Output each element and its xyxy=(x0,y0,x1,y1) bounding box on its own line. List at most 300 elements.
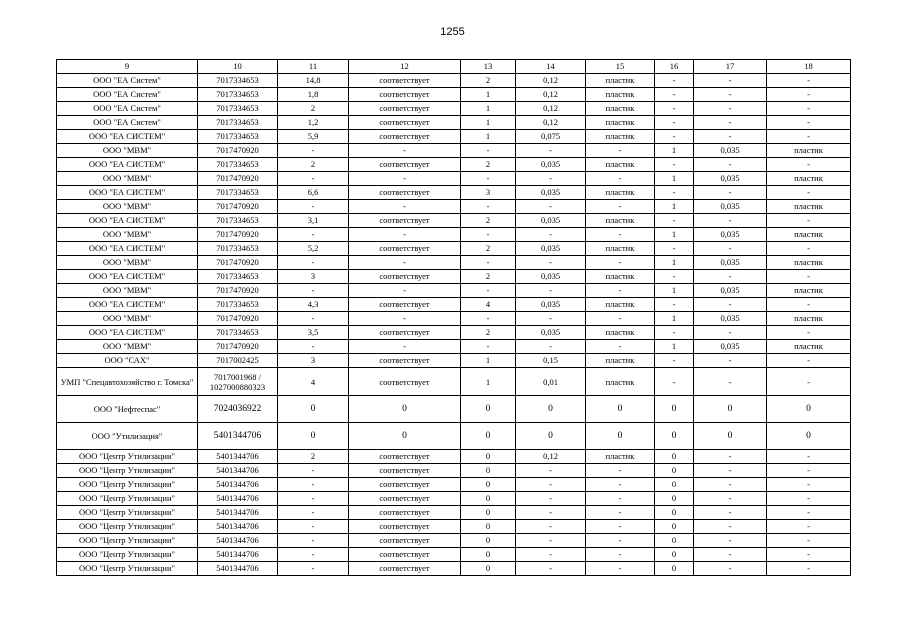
table-cell: 7017470920 xyxy=(198,284,278,298)
table-row xyxy=(57,450,851,464)
table-cell: - xyxy=(767,368,851,396)
table-row xyxy=(57,368,851,396)
table-cell: - xyxy=(461,340,516,354)
column-header-12: 12 xyxy=(349,60,461,74)
table-cell: 1,8 xyxy=(278,88,349,102)
table-cell: 1 xyxy=(655,200,694,214)
column-header-17: 17 xyxy=(694,60,767,74)
table-cell: 3 xyxy=(278,270,349,284)
table-cell: 5401344706 xyxy=(198,562,278,576)
table-cell: - xyxy=(767,520,851,534)
org-name-cell: ООО "МВМ" xyxy=(57,340,198,354)
org-name-cell: ООО "МВМ" xyxy=(57,200,198,214)
table-cell: - xyxy=(694,534,767,548)
table-cell: - xyxy=(694,116,767,130)
table-cell: - xyxy=(694,88,767,102)
table-cell: пластик xyxy=(586,326,655,340)
table-cell: - xyxy=(278,520,349,534)
table-cell: 7017334653 xyxy=(198,186,278,200)
table-cell: - xyxy=(767,130,851,144)
table-cell: 0 xyxy=(461,478,516,492)
table-cell: 0,035 xyxy=(516,326,586,340)
table-cell: пластик xyxy=(586,214,655,228)
table-cell: 0,12 xyxy=(516,116,586,130)
table-row xyxy=(57,506,851,520)
table-cell: - xyxy=(461,172,516,186)
table-cell: - xyxy=(586,312,655,326)
table-cell: пластик xyxy=(586,242,655,256)
org-name-cell: ООО "Нефтеспас" xyxy=(57,396,198,423)
table-cell: - xyxy=(278,506,349,520)
table-row xyxy=(57,74,851,88)
table-cell: - xyxy=(278,548,349,562)
table-cell: - xyxy=(767,102,851,116)
table-cell: пластик xyxy=(586,298,655,312)
table-cell: 0 xyxy=(461,450,516,464)
table-cell: - xyxy=(278,228,349,242)
table-cell: - xyxy=(694,506,767,520)
table-cell: соответствует xyxy=(349,464,461,478)
org-name-cell: УМП "Спецавтохозяйство г. Томска" xyxy=(57,368,198,396)
table-cell: - xyxy=(278,172,349,186)
table-cell: соответствует xyxy=(349,186,461,200)
table-cell: - xyxy=(694,102,767,116)
table-cell: - xyxy=(586,562,655,576)
table-cell: - xyxy=(694,270,767,284)
table-cell: 0 xyxy=(655,464,694,478)
table-cell: - xyxy=(694,520,767,534)
table-cell: 7017334653 xyxy=(198,116,278,130)
table-cell: - xyxy=(767,506,851,520)
table-cell: - xyxy=(767,478,851,492)
table-cell: 0 xyxy=(461,562,516,576)
table-cell: 5401344706 xyxy=(198,464,278,478)
table-cell: 0,035 xyxy=(694,256,767,270)
table-cell: 5401344706 xyxy=(198,450,278,464)
table-cell: - xyxy=(694,368,767,396)
table-cell: 0,12 xyxy=(516,88,586,102)
table-cell: 0,035 xyxy=(694,144,767,158)
table-cell: - xyxy=(586,506,655,520)
table-cell: соответствует xyxy=(349,548,461,562)
table-cell: - xyxy=(767,116,851,130)
table-cell: - xyxy=(586,340,655,354)
table-cell: - xyxy=(278,256,349,270)
column-header-9: 9 xyxy=(57,60,198,74)
table-cell: 1 xyxy=(461,116,516,130)
table-cell: 0 xyxy=(278,396,349,423)
table-cell: 0,035 xyxy=(694,312,767,326)
org-name-cell: ООО "ЕА СИСТЕМ" xyxy=(57,298,198,312)
table-cell: - xyxy=(516,284,586,298)
table-cell: 5401344706 xyxy=(198,534,278,548)
table-row xyxy=(57,534,851,548)
table-row xyxy=(57,214,851,228)
table-cell: - xyxy=(767,242,851,256)
table-cell: 7024036922 xyxy=(198,396,278,423)
table-cell: 1,2 xyxy=(278,116,349,130)
header-row xyxy=(57,60,851,74)
table-cell: - xyxy=(694,450,767,464)
org-name-cell: ООО "Центр Утилизации" xyxy=(57,534,198,548)
table-cell: - xyxy=(655,242,694,256)
table-cell: 5,2 xyxy=(278,242,349,256)
table-cell: пластик xyxy=(586,368,655,396)
org-name-cell: ООО "ЕА СИСТЕМ" xyxy=(57,186,198,200)
org-name-cell: ООО "ЕА СИСТЕМ" xyxy=(57,326,198,340)
table-cell: 0 xyxy=(655,520,694,534)
table-cell: 0 xyxy=(655,506,694,520)
table-cell: соответствует xyxy=(349,450,461,464)
table-cell: - xyxy=(655,102,694,116)
table-cell: - xyxy=(349,256,461,270)
table-cell: 0 xyxy=(516,423,586,450)
table-cell: - xyxy=(586,548,655,562)
table-cell: 0,12 xyxy=(516,450,586,464)
table-cell: - xyxy=(767,450,851,464)
table-cell: - xyxy=(516,172,586,186)
table-cell: 0 xyxy=(694,396,767,423)
table-cell: 14,8 xyxy=(278,74,349,88)
table-cell: - xyxy=(278,340,349,354)
table-cell: - xyxy=(767,492,851,506)
table-row xyxy=(57,102,851,116)
table-cell: 0,075 xyxy=(516,130,586,144)
table-cell: - xyxy=(694,242,767,256)
table-cell: 1 xyxy=(461,130,516,144)
table-row xyxy=(57,284,851,298)
table-row xyxy=(57,130,851,144)
table-cell: - xyxy=(586,256,655,270)
table-cell: пластик xyxy=(767,200,851,214)
table-cell: 3,5 xyxy=(278,326,349,340)
table-cell: - xyxy=(767,270,851,284)
table-cell: - xyxy=(694,186,767,200)
table-cell: 0,12 xyxy=(516,102,586,116)
table-cell: - xyxy=(655,368,694,396)
table-cell: - xyxy=(278,478,349,492)
org-name-cell: ООО "ЕА СИСТЕМ" xyxy=(57,242,198,256)
table-cell: соответствует xyxy=(349,354,461,368)
table-cell: - xyxy=(767,74,851,88)
table-cell: - xyxy=(655,214,694,228)
table-cell: - xyxy=(586,520,655,534)
table-cell: соответствует xyxy=(349,88,461,102)
table-cell: 7017002425 xyxy=(198,354,278,368)
table-cell: соответствует xyxy=(349,492,461,506)
table-row xyxy=(57,298,851,312)
table-cell: - xyxy=(516,478,586,492)
data-table xyxy=(56,59,851,576)
table-cell: пластик xyxy=(586,450,655,464)
table-cell: - xyxy=(516,312,586,326)
table-cell: - xyxy=(516,506,586,520)
table-cell: 1 xyxy=(461,88,516,102)
table-cell: пластик xyxy=(586,354,655,368)
table-cell: 1 xyxy=(461,102,516,116)
org-name-cell: ООО "ЕА СИСТЕМ" xyxy=(57,158,198,172)
table-cell: пластик xyxy=(767,144,851,158)
table-cell: - xyxy=(461,312,516,326)
table-cell: - xyxy=(767,562,851,576)
table-cell: 2 xyxy=(278,102,349,116)
table-cell: 0,035 xyxy=(694,340,767,354)
table-cell: - xyxy=(349,312,461,326)
table-cell: 1 xyxy=(655,172,694,186)
table-cell: пластик xyxy=(767,312,851,326)
table-cell: пластик xyxy=(767,256,851,270)
table-row xyxy=(57,520,851,534)
table-cell: - xyxy=(655,74,694,88)
table-cell: - xyxy=(655,116,694,130)
org-name-cell: ООО "Центр Утилизации" xyxy=(57,506,198,520)
table-cell: 0 xyxy=(655,423,694,450)
table-cell: - xyxy=(694,214,767,228)
table-cell: - xyxy=(586,228,655,242)
table-cell: пластик xyxy=(586,88,655,102)
table-cell: 7017334653 xyxy=(198,130,278,144)
table-cell: 1 xyxy=(461,354,516,368)
table-cell: пластик xyxy=(767,228,851,242)
table-cell: 0 xyxy=(461,506,516,520)
table-cell: 7017334653 xyxy=(198,88,278,102)
table-cell: - xyxy=(516,548,586,562)
table-cell: соответствует xyxy=(349,298,461,312)
table-cell: пластик xyxy=(586,130,655,144)
table-cell: 2 xyxy=(461,214,516,228)
table-cell: соответствует xyxy=(349,520,461,534)
table-row xyxy=(57,464,851,478)
table-cell: 2 xyxy=(461,326,516,340)
org-name-cell: ООО "Центр Утилизации" xyxy=(57,520,198,534)
table-cell: - xyxy=(586,284,655,298)
table-cell: - xyxy=(586,464,655,478)
table-row xyxy=(57,256,851,270)
column-header-14: 14 xyxy=(516,60,586,74)
table-cell: 0 xyxy=(694,423,767,450)
table-cell: 0 xyxy=(461,548,516,562)
org-name-cell: ООО "ЕА Систем" xyxy=(57,116,198,130)
table-cell: пластик xyxy=(586,102,655,116)
table-cell: - xyxy=(586,478,655,492)
table-cell: - xyxy=(516,200,586,214)
table-cell: 0,035 xyxy=(516,186,586,200)
org-name-cell: ООО "МВМ" xyxy=(57,284,198,298)
table-cell: 1 xyxy=(655,144,694,158)
table-cell: 5401344706 xyxy=(198,506,278,520)
table-cell: - xyxy=(278,284,349,298)
table-cell: 0 xyxy=(655,396,694,423)
table-cell: - xyxy=(655,88,694,102)
org-name-cell: ООО "ЕА Систем" xyxy=(57,88,198,102)
org-name-cell: ООО "МВМ" xyxy=(57,256,198,270)
table-cell: 7017334653 xyxy=(198,214,278,228)
table-cell: - xyxy=(694,464,767,478)
table-cell: соответствует xyxy=(349,102,461,116)
table-row xyxy=(57,562,851,576)
table-cell: 0 xyxy=(655,562,694,576)
table-cell: - xyxy=(767,534,851,548)
table-cell: пластик xyxy=(586,116,655,130)
table-cell: - xyxy=(694,74,767,88)
table-cell: - xyxy=(655,270,694,284)
table-cell: - xyxy=(516,534,586,548)
table-cell: - xyxy=(655,130,694,144)
table-cell: 1 xyxy=(655,340,694,354)
table-cell: соответствует xyxy=(349,158,461,172)
table-cell: 0,035 xyxy=(516,298,586,312)
table-cell: - xyxy=(767,354,851,368)
table-cell: - xyxy=(586,492,655,506)
table-cell: пластик xyxy=(767,340,851,354)
org-name-cell: ООО "Центр Утилизации" xyxy=(57,450,198,464)
table-cell: 2 xyxy=(278,158,349,172)
table-cell: - xyxy=(516,228,586,242)
table-cell: 1 xyxy=(655,312,694,326)
table-cell: 0 xyxy=(655,450,694,464)
table-cell: 0 xyxy=(655,534,694,548)
table-cell: соответствует xyxy=(349,368,461,396)
table-cell: соответствует xyxy=(349,116,461,130)
table-cell: 3 xyxy=(461,186,516,200)
org-name-cell: ООО "Центр Утилизации" xyxy=(57,548,198,562)
table-cell: - xyxy=(655,186,694,200)
table-cell: - xyxy=(278,200,349,214)
table-cell: - xyxy=(516,340,586,354)
table-cell: пластик xyxy=(586,270,655,284)
table-cell: - xyxy=(694,478,767,492)
table-cell: 0 xyxy=(278,423,349,450)
table-cell: 7017334653 xyxy=(198,298,278,312)
table-header xyxy=(57,60,851,74)
table-cell: 2 xyxy=(278,450,349,464)
table-cell: - xyxy=(694,548,767,562)
table-cell: 0,15 xyxy=(516,354,586,368)
table-cell: 7017334653 xyxy=(198,158,278,172)
table-cell: 3 xyxy=(278,354,349,368)
table-row xyxy=(57,186,851,200)
table-cell: - xyxy=(767,326,851,340)
table-cell: - xyxy=(767,548,851,562)
org-name-cell: ООО "ЕА СИСТЕМ" xyxy=(57,130,198,144)
table-cell: 0,01 xyxy=(516,368,586,396)
table-cell: - xyxy=(694,562,767,576)
org-name-cell: ООО "ЕА СИСТЕМ" xyxy=(57,214,198,228)
table-cell: 0 xyxy=(767,396,851,423)
table-cell: соответствует xyxy=(349,270,461,284)
org-name-cell: ООО "МВМ" xyxy=(57,312,198,326)
table-cell: - xyxy=(349,340,461,354)
table-row xyxy=(57,116,851,130)
column-header-10: 10 xyxy=(198,60,278,74)
org-name-cell: ООО "ЕА СИСТЕМ" xyxy=(57,270,198,284)
table-cell: 0 xyxy=(349,423,461,450)
table-cell: 2 xyxy=(461,158,516,172)
table-cell: - xyxy=(694,326,767,340)
table-row xyxy=(57,396,851,423)
table-row xyxy=(57,144,851,158)
table-cell: - xyxy=(586,200,655,214)
table-cell: - xyxy=(278,562,349,576)
table-row xyxy=(57,270,851,284)
table-cell: соответствует xyxy=(349,506,461,520)
table-cell: 0 xyxy=(655,478,694,492)
table-row xyxy=(57,478,851,492)
table-cell: 7017334653 xyxy=(198,270,278,284)
table-cell: 0 xyxy=(586,423,655,450)
table-row xyxy=(57,172,851,186)
table-cell: 3,1 xyxy=(278,214,349,228)
table-cell: 5401344706 xyxy=(198,478,278,492)
table-cell: 0,035 xyxy=(694,228,767,242)
org-name-cell: ООО "Центр Утилизации" xyxy=(57,492,198,506)
table-cell: соответствует xyxy=(349,242,461,256)
table-cell: - xyxy=(516,492,586,506)
table-cell: 0 xyxy=(461,464,516,478)
table-cell: - xyxy=(461,228,516,242)
table-cell: 0,035 xyxy=(694,172,767,186)
org-name-cell: ООО "МВМ" xyxy=(57,172,198,186)
table-cell: 6,6 xyxy=(278,186,349,200)
table-cell: 5401344706 xyxy=(198,548,278,562)
table-cell: 7017470920 xyxy=(198,200,278,214)
table-cell: 0,035 xyxy=(694,284,767,298)
table-cell: - xyxy=(278,312,349,326)
table-cell: 1 xyxy=(655,256,694,270)
table-cell: 0 xyxy=(655,492,694,506)
table-cell: - xyxy=(516,520,586,534)
table-cell: 0 xyxy=(461,520,516,534)
table-body xyxy=(57,74,851,576)
table-cell: 5401344706 xyxy=(198,423,278,450)
table-cell: 0 xyxy=(349,396,461,423)
table-cell: - xyxy=(516,144,586,158)
table-cell: 1 xyxy=(655,284,694,298)
table-cell: 2 xyxy=(461,270,516,284)
table-row xyxy=(57,200,851,214)
table-cell: 7017334653 xyxy=(198,74,278,88)
table-cell: - xyxy=(655,326,694,340)
table-cell: 7017334653 xyxy=(198,326,278,340)
table-cell: - xyxy=(349,284,461,298)
table-cell: 0 xyxy=(461,534,516,548)
table-cell: 0 xyxy=(461,423,516,450)
table-cell: 0,035 xyxy=(516,158,586,172)
table-cell: 0,035 xyxy=(694,200,767,214)
table-cell: 0 xyxy=(586,396,655,423)
table-cell: пластик xyxy=(586,186,655,200)
table-row xyxy=(57,340,851,354)
table-cell: соответствует xyxy=(349,562,461,576)
table-cell: - xyxy=(349,228,461,242)
column-header-11: 11 xyxy=(278,60,349,74)
table-cell: 4 xyxy=(461,298,516,312)
table-row xyxy=(57,354,851,368)
table-row xyxy=(57,326,851,340)
table-cell: 0,035 xyxy=(516,270,586,284)
table-cell: - xyxy=(586,534,655,548)
table-cell: 1 xyxy=(461,368,516,396)
table-cell: соответствует xyxy=(349,534,461,548)
table-cell: - xyxy=(655,354,694,368)
table-cell: - xyxy=(767,464,851,478)
org-name-cell: ООО "Центр Утилизации" xyxy=(57,562,198,576)
table-cell: 7017334653 xyxy=(198,102,278,116)
table-cell: - xyxy=(767,298,851,312)
table-cell: - xyxy=(278,464,349,478)
table-cell: 2 xyxy=(461,74,516,88)
table-cell: - xyxy=(586,144,655,158)
